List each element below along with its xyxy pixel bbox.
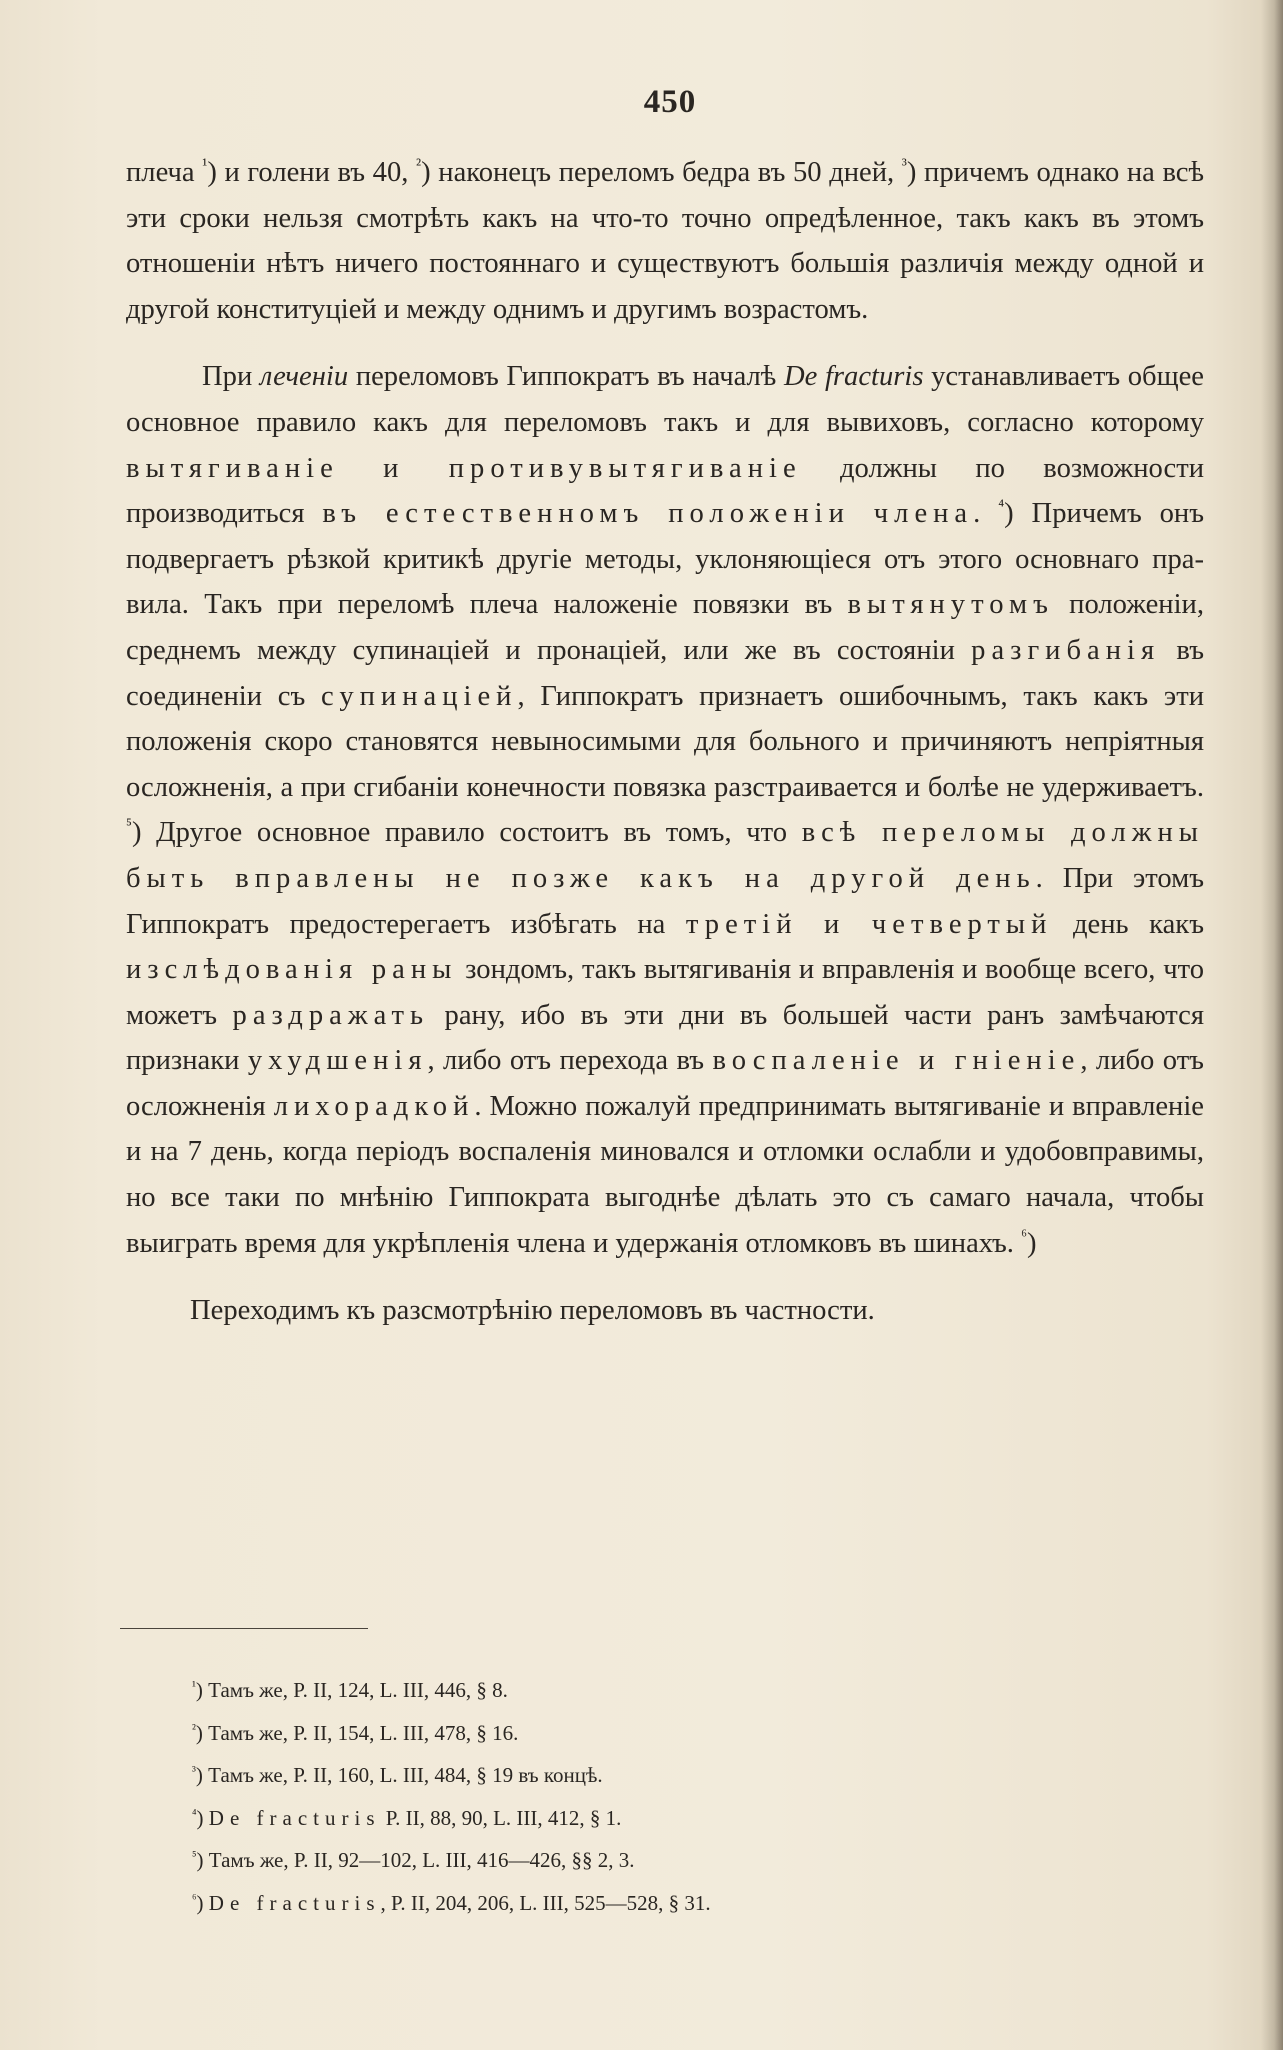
paragraph <box>126 354 1204 1266</box>
spaced-emphasis-text: супинаціей <box>321 680 518 712</box>
text-run: , Гиппократъ признаетъ ошибочнымъ, такъ какъ эти положенія скоро становятся невыносимыми для больного и причиняютъ непріятныя осложненія, а при сгибаніи конечности повязка разстраивается и болѣе не удерживаетъ. <box>126 680 1204 803</box>
footnote <box>192 1752 1092 1795</box>
page-edge-shadow <box>1261 0 1283 2050</box>
spaced-emphasis-text: раздражать <box>232 999 430 1031</box>
spaced-emphasis-text: въ естественномъ положеніи члена <box>322 498 974 530</box>
text-run: ) <box>196 1890 209 1915</box>
text-run: въ соединеніи съ <box>126 634 1204 712</box>
text-run: зондомъ, такъ вытягиванія и вправленія и вообще всего, что можетъ <box>126 954 1204 1031</box>
text-run: день какъ <box>1052 908 1204 940</box>
text-run: ) и голени въ 40, <box>207 157 417 188</box>
text-run: . При этомъ Гиппократъ предостерегаетъ избѣгать на <box>126 862 1205 940</box>
footnotes <box>192 1667 1092 1923</box>
text-run: ) Тамъ же, P. II, 124, L. III, 446, § 8. <box>195 1678 508 1702</box>
text-run: устанавливаетъ общее основное правило какъ для переломовъ такъ и для вывиховъ, согласно которому <box>126 361 1205 438</box>
italic-text: леченіи <box>259 361 349 393</box>
text-run: положеніи, среднемъ между супинаціей и пронаціей, или же въ состояніи <box>126 589 1204 666</box>
text-run: ) Тамъ же, P. II, 92—102, L. III, 416—426, §§ 2, 3. <box>196 1848 635 1873</box>
footnote <box>192 1795 1092 1838</box>
text-run: ) наконецъ переломъ бедра въ 50 дней, <box>421 157 902 188</box>
spaced-emphasis-text: лихорадкой <box>273 1090 475 1122</box>
footnote <box>192 1710 1092 1753</box>
footnote-separator <box>120 1628 368 1629</box>
italic-text: De fracturis <box>783 361 924 393</box>
text-run: ) <box>1027 1227 1037 1259</box>
spaced-emphasis-text: изслѣдованія раны <box>126 954 458 986</box>
footnote-reference: ⁵ <box>126 815 132 835</box>
text-run: должны по возможности производиться <box>126 452 1204 530</box>
text-run: переломовъ Гиппократъ въ началѣ <box>348 361 784 393</box>
text-run: , либо отъ перехода въ <box>427 1045 713 1077</box>
footnote-reference: ⁴ <box>998 496 1005 516</box>
footnote-marker: ² <box>192 1720 196 1736</box>
page-number: 450 <box>643 84 697 120</box>
text-run: Переходимъ къ разсмотрѣнію переломовъ въ частности. <box>190 1295 875 1327</box>
spaced-emphasis-text: воспаленіе и гніеніе <box>712 1045 1081 1077</box>
footnote-marker: ⁵ <box>192 1848 197 1864</box>
text-run: При <box>202 361 260 393</box>
text-run: ) Тамъ же, P. II, 154, L. III, 478, § 16. <box>195 1720 519 1745</box>
text-run: . <box>973 498 999 530</box>
spaced-emphasis-text: вытягиваніе и противувытягиваніе <box>126 452 802 484</box>
text-run: , P. II, 204, 206, L. III, 525—528, § 31. <box>380 1890 711 1915</box>
text-run: ) Причемъ онъ подвергаетъ рѣзкой критикѣ другіе методы, уклоняющіеся отъ этого основнаго правила. Такъ при переломѣ плеча наложеніе повязки въ <box>126 498 1205 621</box>
text-run: плеча <box>126 157 203 188</box>
spaced-emphasis-text: всѣ переломы должны быть вправлены не позже какъ на другой день <box>126 817 1204 894</box>
text-run: P. II, 88, 90, L. III, 412, § 1. <box>380 1805 622 1830</box>
footnote-reference: ¹ <box>202 155 208 174</box>
footnote <box>192 1880 1092 1923</box>
footnote-reference: ² <box>416 155 422 174</box>
spaced-emphasis-text: разгибанія <box>971 634 1161 666</box>
spaced-emphasis-text: De fracturis <box>208 1805 381 1830</box>
paragraph <box>126 150 1204 332</box>
text-run: ) причемъ однако на всѣ эти сроки нельзя смотрѣть какъ на что-то точно опредѣленное, такъ какъ въ этомъ отношеніи нѣтъ ничего постояннаго и существуютъ большія различія между одной и другой конституціей и между однимъ и другимъ возрастомъ. <box>126 157 1205 325</box>
footnote-reference: ³ <box>901 155 907 174</box>
footnote-marker: ¹ <box>192 1678 196 1693</box>
spaced-emphasis-text: вытянутомъ <box>847 589 1054 621</box>
footnote-marker: ⁴ <box>192 1805 197 1821</box>
text-run: ) Другое основное правило состоитъ въ томъ, что <box>131 817 802 849</box>
body-text <box>126 150 1204 1334</box>
footnote <box>192 1667 1092 1710</box>
footnote-reference: ⁶ <box>1021 1225 1027 1245</box>
text-run: ) Тамъ же, P. II, 160, L. III, 484, § 19 въ концѣ. <box>195 1763 603 1788</box>
spaced-emphasis-text: ухудшенія <box>247 1045 428 1077</box>
text-run: ) <box>196 1805 209 1830</box>
spaced-emphasis-text: третій и четвертый <box>685 908 1053 940</box>
spaced-emphasis-text: De fracturis <box>208 1890 381 1915</box>
paragraph <box>126 1288 1204 1334</box>
footnote-marker: ³ <box>192 1763 196 1779</box>
text-run: рану, ибо въ эти дни въ большей части ранъ замѣчаются признаки <box>126 999 1204 1077</box>
text-run: , либо отъ осложненія <box>126 1045 1204 1122</box>
footnote-marker: ⁶ <box>192 1890 197 1906</box>
text-run: . Можно пожалуй предпринимать вытягиваніе и вправленіе и на 7 день, когда періодъ воспаленія миновался и отломки ослабли и удобовправимы, но все таки по мнѣнію Гиппократа выгоднѣе дѣлать это съ самаго начала, чтобы выиграть время для укрѣпленія члена и удержанія отломковъ въ шинахъ. <box>126 1090 1204 1259</box>
footnote <box>192 1837 1092 1880</box>
